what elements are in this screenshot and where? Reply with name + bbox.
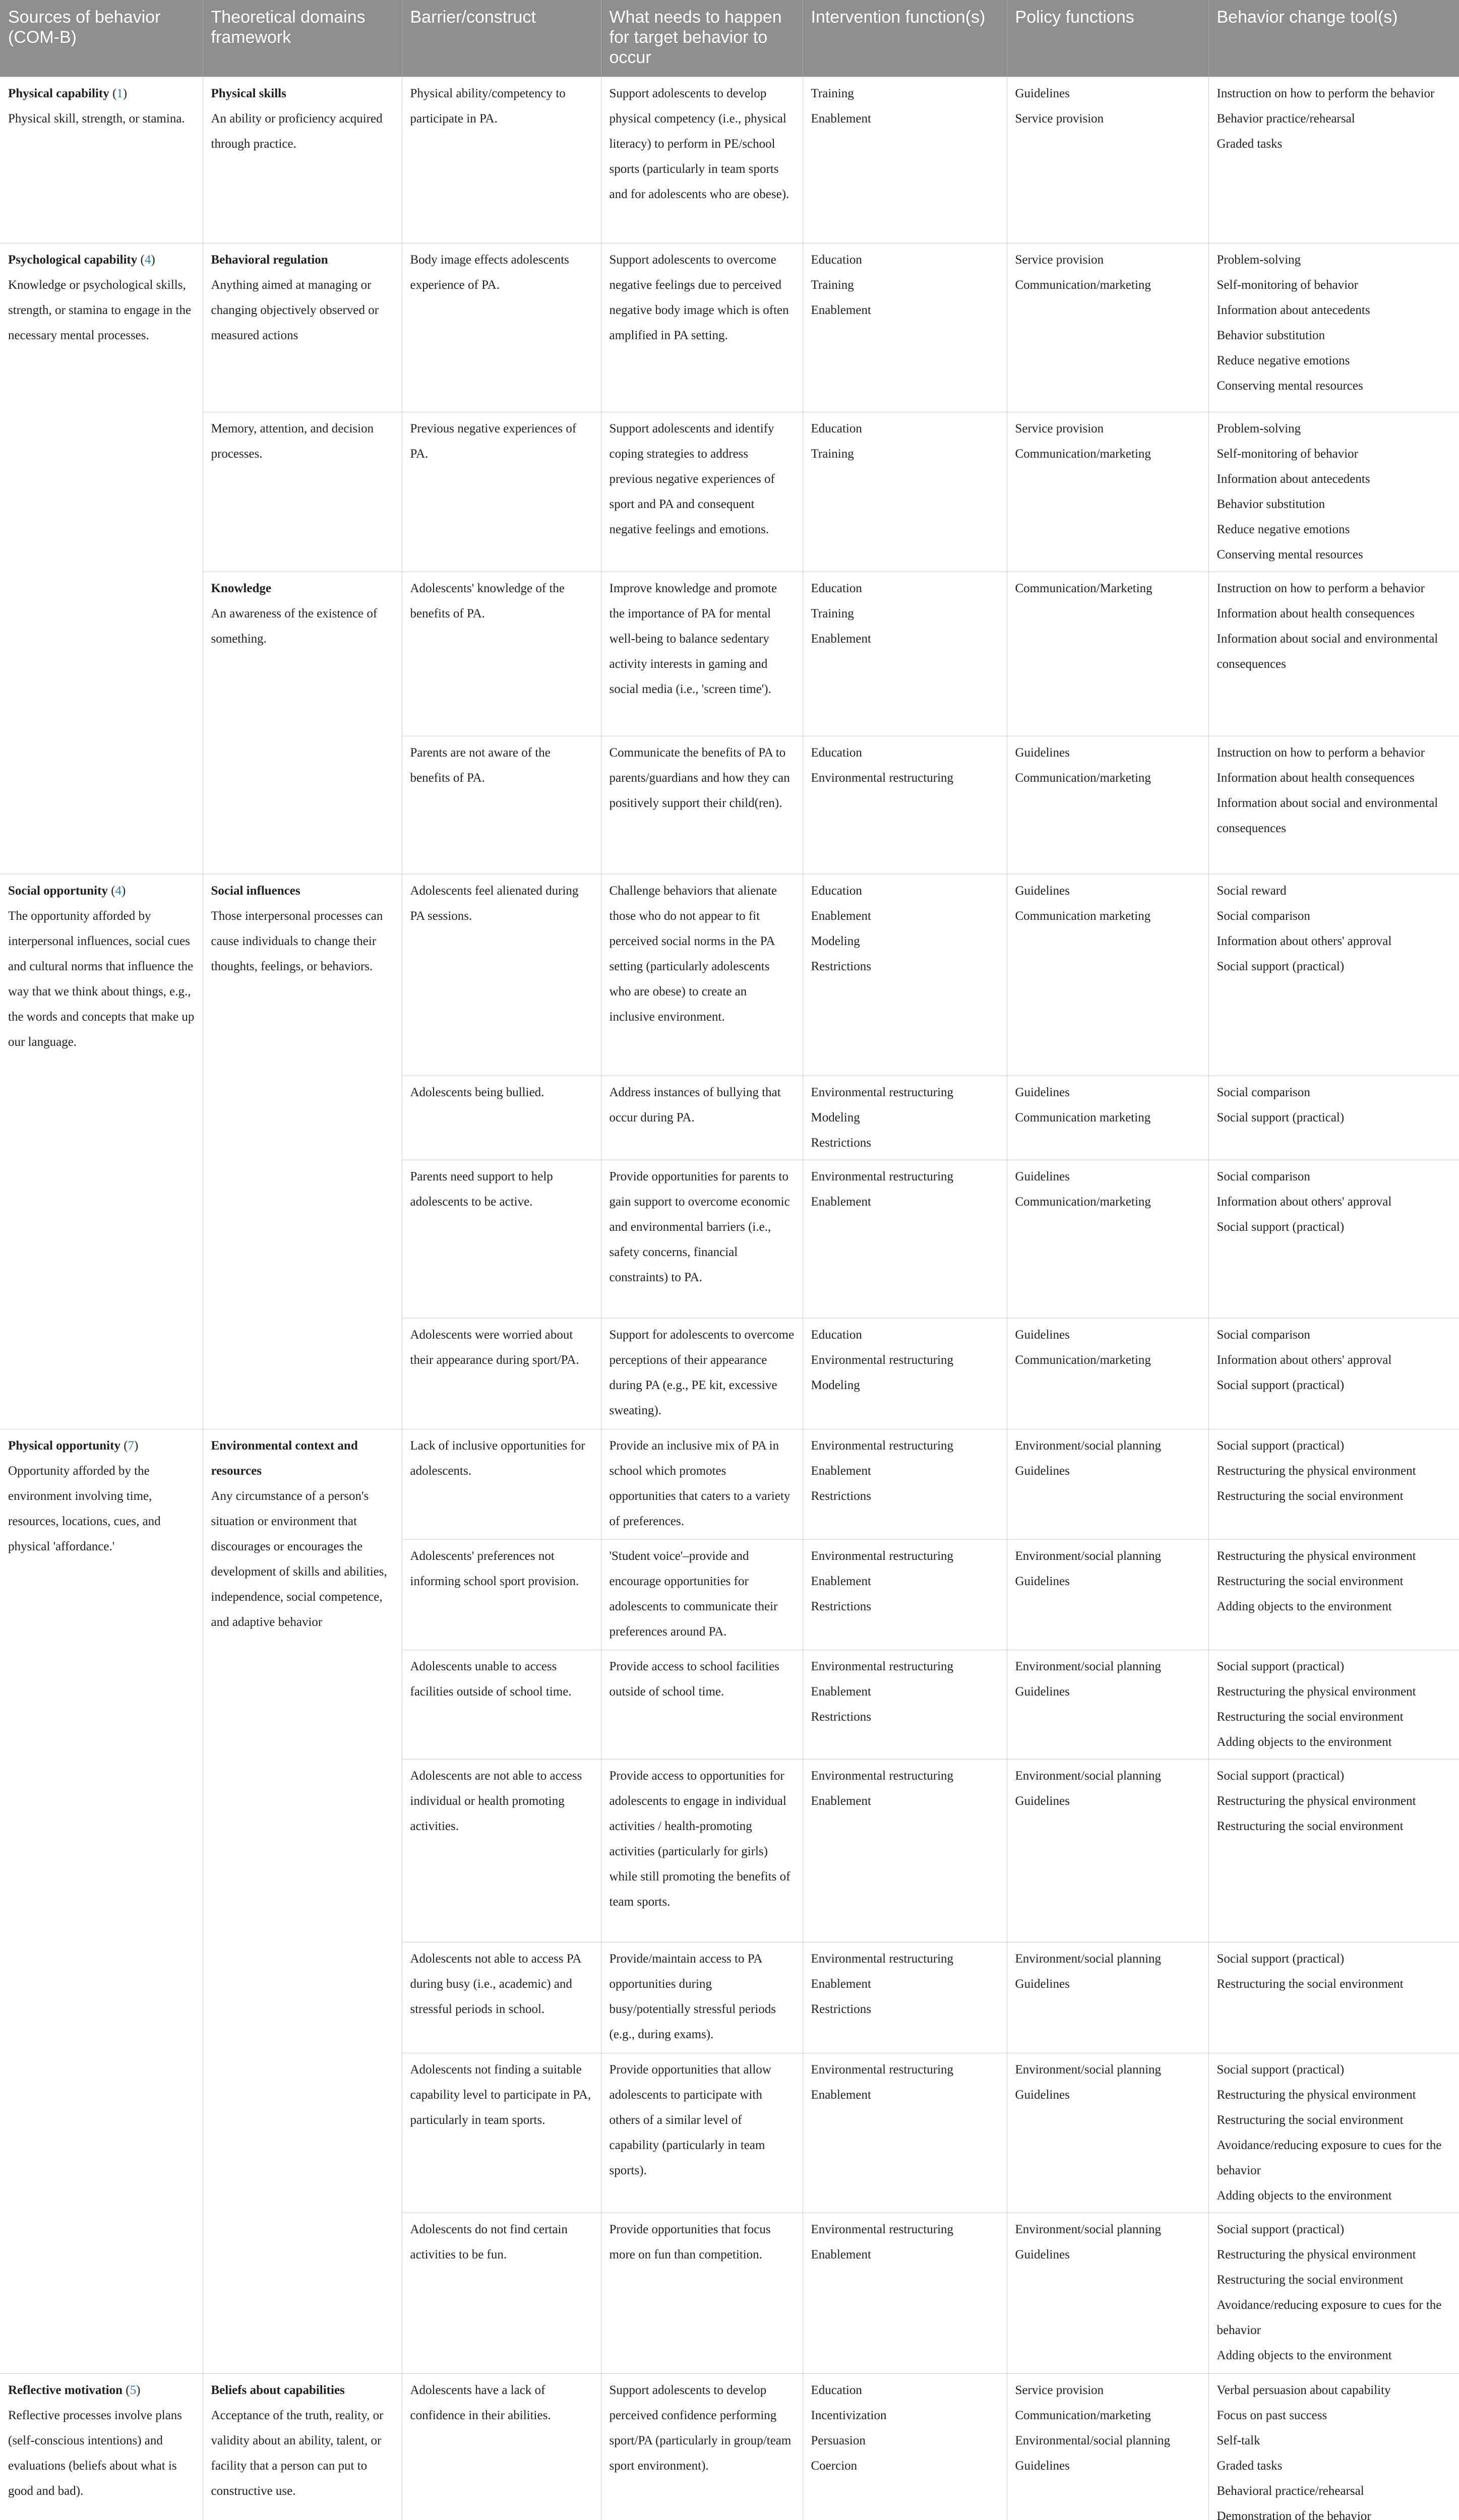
policy-function: Guidelines [1015, 1464, 1070, 1478]
policy-functions-cell [1007, 736, 1208, 874]
policy-functions-cell [1007, 1076, 1208, 1160]
table-row [0, 412, 1459, 572]
intervention-functions-cell [803, 736, 1007, 874]
target-behavior-cell: Provide access to opportunities for adolescents to engage in individual activities / health-promoting activities (particularly for girls) while still promoting the benefits of team sports. [601, 1759, 803, 1942]
intervention-function: Restrictions [811, 1489, 871, 1503]
column-header: Policy functions [1007, 0, 1208, 77]
behavior-change-tool: Self-talk [1217, 2434, 1260, 2447]
source-title: Reflective motivation [8, 2383, 123, 2397]
intervention-function: Enablement [811, 1794, 871, 1808]
source-title: Physical capability [8, 87, 109, 100]
behavior-change-tools-cell [1208, 1429, 1459, 1540]
intervention-function: Enablement [811, 112, 871, 125]
behavior-change-tool: Restructuring the social environment [1217, 1574, 1404, 1588]
policy-function: Communication/marketing [1015, 278, 1151, 292]
intervention-functions-cell [803, 1429, 1007, 1540]
intervention-function: Enablement [811, 303, 871, 317]
policy-functions-cell [1007, 1160, 1208, 1318]
intervention-function: Modeling [811, 934, 860, 948]
intervention-function: Education [811, 1328, 862, 1342]
behavior-change-tool: Restructuring the social environment [1217, 1710, 1404, 1724]
table-row [0, 77, 1459, 243]
policy-function: Service provision [1015, 112, 1104, 125]
behavior-change-tool: Restructuring the physical environment [1217, 1464, 1416, 1478]
source-title: Physical opportunity [8, 1439, 120, 1453]
intervention-function: Education [811, 746, 862, 760]
intervention-function: Environmental restructuring [811, 1086, 954, 1099]
behavior-change-tools-cell [1208, 2213, 1459, 2374]
intervention-function: Enablement [811, 909, 871, 923]
behavior-change-tool: Information about others' approval [1217, 1353, 1392, 1367]
column-header: Behavior change tool(s) [1208, 0, 1459, 77]
intervention-function: Environmental restructuring [811, 1952, 954, 1966]
behavior-change-tool: Reduce negative emotions [1217, 523, 1350, 536]
behavior-change-tools-cell [1208, 412, 1459, 572]
policy-function: Communication/marketing [1015, 1353, 1151, 1367]
table-header [0, 0, 1459, 77]
barrier-cell: Adolescents have a lack of confidence in their abilities. [402, 2374, 601, 2520]
behavior-change-tool: Information about social and environmental consequences [1217, 796, 1438, 835]
policy-functions-cell [1007, 1429, 1208, 1540]
intervention-function: Education [811, 253, 862, 267]
behavior-change-tool: Restructuring the social environment [1217, 2273, 1404, 2287]
tdf-domain-cell [203, 572, 402, 874]
intervention-function: Enablement [811, 1195, 871, 1209]
behavior-change-tool: Restructuring the social environment [1217, 1489, 1404, 1503]
behavior-change-tools-cell [1208, 1160, 1459, 1318]
policy-function: Communication/marketing [1015, 1195, 1151, 1209]
behavior-change-tool: Social support (practical) [1217, 1769, 1345, 1783]
behavior-change-tool: Conserving mental resources [1217, 379, 1363, 393]
behavior-change-tools-cell [1208, 1076, 1459, 1160]
reference-link[interactable]: 7 [128, 1439, 135, 1453]
table-body [0, 77, 1459, 2520]
intervention-function: Incentivization [811, 2409, 887, 2422]
behavior-change-tool: Restructuring the social environment [1217, 1819, 1404, 1833]
intervention-function: Environmental restructuring [811, 2223, 954, 2236]
behavior-change-tools-cell [1208, 874, 1459, 1076]
behavior-change-tool: Information about social and environmental consequences [1217, 632, 1438, 671]
behavior-change-tool: Restructuring the physical environment [1217, 1549, 1416, 1563]
table-row [0, 572, 1459, 736]
barrier-cell: Adolescents unable to access facilities outside of school time. [402, 1650, 601, 1759]
policy-function: Guidelines [1015, 2248, 1070, 2261]
intervention-function: Persuasion [811, 2434, 866, 2447]
behavior-change-tool: Restructuring the social environment [1217, 2113, 1404, 2127]
behavior-change-tools-cell [1208, 77, 1459, 243]
intervention-function: Environmental restructuring [811, 1660, 954, 1673]
policy-function: Guidelines [1015, 1086, 1070, 1099]
barrier-cell: Adolescents feel alienated during PA sessions. [402, 874, 601, 1076]
behavior-change-tool: Conserving mental resources [1217, 548, 1363, 561]
intervention-function: Enablement [811, 2088, 871, 2102]
policy-functions-cell [1007, 874, 1208, 1076]
behavior-change-tool: Demonstration of the behavior [1217, 2509, 1371, 2520]
policy-functions-cell [1007, 2374, 1208, 2520]
table-row [0, 874, 1459, 1076]
behavior-change-tool: Avoidance/reducing exposure to cues for the behavior [1217, 2298, 1442, 2337]
target-behavior-cell: Provide opportunities that focus more on fun than competition. [601, 2213, 803, 2374]
behavior-change-tool: Restructuring the physical environment [1217, 1685, 1416, 1698]
intervention-function: Coercion [811, 2459, 858, 2473]
target-behavior-cell: Improve knowledge and promote the importance of PA for mental well-being to balance sedentary activity interests in gaming and social media (i.e., 'screen time'). [601, 572, 803, 736]
intervention-function: Training [811, 87, 854, 100]
behavior-change-tools-cell [1208, 1942, 1459, 2053]
table-row [0, 2374, 1459, 2520]
policy-functions-cell [1007, 2213, 1208, 2374]
policy-function: Environment/social planning [1015, 1769, 1162, 1783]
policy-function: Guidelines [1015, 1685, 1070, 1698]
behavior-change-tool: Restructuring the physical environment [1217, 1794, 1416, 1808]
policy-function: Guidelines [1015, 884, 1070, 898]
policy-functions-cell [1007, 2053, 1208, 2213]
com-b-source-cell: Physical opportunity (7) Opportunity afforded by the environment involving time, resources, locations, cues, and physical 'affordance.' [0, 1429, 203, 2374]
policy-functions-cell [1007, 243, 1208, 412]
intervention-functions-cell [803, 2053, 1007, 2213]
intervention-function: Enablement [811, 1685, 871, 1698]
reference-link[interactable]: 1 [116, 87, 123, 100]
target-behavior-cell: Challenge behaviors that alienate those who do not appear to fit perceived social norms in the PA setting (particularly adolescents who are obese) to create an inclusive environment. [601, 874, 803, 1076]
policy-functions-cell [1007, 572, 1208, 736]
source-title: Social opportunity [8, 884, 108, 898]
barrier-cell: Adolescents being bullied. [402, 1076, 601, 1160]
source-description: Physical skill, strength, or stamina. [8, 112, 185, 125]
behavior-change-tool: Social support (practical) [1217, 1220, 1345, 1234]
barrier-cell: Adolescents do not find certain activities to be fun. [402, 2213, 601, 2374]
domain-description: Memory, attention, and decision processes. [211, 422, 374, 461]
behavior-change-tool: Problem-solving [1217, 422, 1301, 435]
policy-function: Environment/social planning [1015, 1549, 1162, 1563]
behavior-change-tool: Problem-solving [1217, 253, 1301, 267]
com-b-source-cell: Social opportunity (4) The opportunity afforded by interpersonal influences, social cues and cultural norms that influence the way that we think about things, e.g., the words and concepts that make up our language. [0, 874, 203, 1429]
column-header: Intervention function(s) [803, 0, 1007, 77]
intervention-functions-cell [803, 412, 1007, 572]
target-behavior-cell: Support adolescents and identify coping strategies to address previous negative experiences of sport and PA and consequent negative feelings and emotions. [601, 412, 803, 572]
com-b-source-cell: Psychological capability (4) Knowledge or psychological skills, strength, or stamina to engage in the necessary mental processes. [0, 243, 203, 874]
behavior-change-tool: Graded tasks [1217, 2459, 1283, 2473]
intervention-functions-cell [803, 2213, 1007, 2374]
behavior-change-tool: Social support (practical) [1217, 960, 1345, 973]
table-row [0, 243, 1459, 412]
behavior-change-tool: Avoidance/reducing exposure to cues for the behavior [1217, 2138, 1442, 2177]
policy-function: Guidelines [1015, 1328, 1070, 1342]
domain-title: Beliefs about capabilities [211, 2383, 345, 2397]
intervention-functions-cell [803, 1942, 1007, 2053]
intervention-functions-cell [803, 2374, 1007, 2520]
behavior-change-tool: Information about antecedents [1217, 472, 1370, 486]
behavior-change-tool: Adding objects to the environment [1217, 2189, 1392, 2202]
behavior-change-tools-cell [1208, 2374, 1459, 2520]
domain-title: Knowledge [211, 582, 271, 595]
intervention-function: Education [811, 582, 862, 595]
reference-link[interactable]: 4 [144, 253, 151, 267]
behavior-change-tool: Behavioral practice/rehearsal [1217, 2484, 1364, 2498]
behavior-change-tool: Restructuring the physical environment [1217, 2248, 1416, 2261]
policy-functions-cell [1007, 1540, 1208, 1650]
behavior-change-tool: Information about others' approval [1217, 934, 1392, 948]
behavior-change-tool: Social support (practical) [1217, 1952, 1345, 1966]
behavior-change-tool: Behavior practice/rehearsal [1217, 112, 1355, 125]
behavior-change-tools-cell [1208, 2053, 1459, 2213]
target-behavior-cell: Support adolescents to develop perceived confidence performing sport/PA (particularly in group/team sport environment). [601, 2374, 803, 2520]
policy-function: Guidelines [1015, 746, 1070, 760]
behavior-change-tool: Adding objects to the environment [1217, 1600, 1392, 1613]
reference-link[interactable]: 4 [115, 884, 122, 898]
policy-function: Guidelines [1015, 2459, 1070, 2473]
barrier-cell: Adolescents are not able to access individual or health promoting activities. [402, 1759, 601, 1942]
behavior-change-tool: Behavior substitution [1217, 329, 1325, 342]
behavior-change-tool: Social support (practical) [1217, 2063, 1345, 2076]
behavior-change-tool: Self-monitoring of behavior [1217, 278, 1358, 292]
table-row [0, 1429, 1459, 1540]
intervention-function: Education [811, 2383, 862, 2397]
policy-function: Guidelines [1015, 1170, 1070, 1183]
policy-function: Guidelines [1015, 1574, 1070, 1588]
barrier-cell: Physical ability/competency to participate in PA. [402, 77, 601, 243]
barrier-cell: Adolescents' knowledge of the benefits of PA. [402, 572, 601, 736]
intervention-function: Restrictions [811, 1710, 871, 1724]
target-behavior-cell: Support adolescents to overcome negative feelings due to perceived negative body image which is often amplified in PA setting. [601, 243, 803, 412]
target-behavior-cell: 'Student voice'–provide and encourage opportunities for adolescents to communicate their preferences around PA. [601, 1540, 803, 1650]
intervention-functions-cell [803, 1076, 1007, 1160]
intervention-functions-cell [803, 1759, 1007, 1942]
intervention-functions-cell [803, 874, 1007, 1076]
behavior-change-tools-cell [1208, 1540, 1459, 1650]
target-behavior-cell: Provide opportunities that allow adolescents to participate with others of a similar level of capability (particularly in team sports). [601, 2053, 803, 2213]
behavior-change-tool: Restructuring the social environment [1217, 1977, 1404, 1991]
policy-function: Service provision [1015, 2383, 1104, 2397]
behavior-change-tool: Adding objects to the environment [1217, 1735, 1392, 1749]
behavior-change-tool: Information about others' approval [1217, 1195, 1392, 1209]
behavior-change-tool: Social reward [1217, 884, 1287, 898]
policy-function: Communication/marketing [1015, 2409, 1151, 2422]
behavior-change-tool: Social support (practical) [1217, 1439, 1345, 1453]
behavior-change-tool: Social support (practical) [1217, 2223, 1345, 2236]
tdf-domain-cell [203, 874, 402, 1429]
policy-function: Communication marketing [1015, 1111, 1151, 1124]
behavior-change-tools-cell [1208, 572, 1459, 736]
behavior-change-tool: Social support (practical) [1217, 1111, 1345, 1124]
com-b-source-cell: Reflective motivation (5) Reflective processes involve plans (self-conscious intentions) and evaluations (beliefs about what is good and bad). [0, 2374, 203, 2520]
intervention-function: Environmental restructuring [811, 771, 954, 785]
behavior-change-tool: Adding objects to the environment [1217, 2349, 1392, 2362]
intervention-function: Enablement [811, 1977, 871, 1991]
policy-function: Communication/marketing [1015, 447, 1151, 461]
behavior-change-tool: Social support (practical) [1217, 1378, 1345, 1392]
intervention-function: Environmental restructuring [811, 1170, 954, 1183]
policy-function: Guidelines [1015, 87, 1070, 100]
behavior-change-tool: Social comparison [1217, 1170, 1310, 1183]
domain-description: An ability or proficiency acquired through practice. [211, 112, 383, 151]
domain-title: Social influences [211, 884, 300, 898]
domain-title: Environmental context and resources [211, 1439, 358, 1478]
intervention-function: Education [811, 422, 862, 435]
behavior-change-tool: Verbal persuasion about capability [1217, 2383, 1391, 2397]
policy-functions-cell [1007, 412, 1208, 572]
intervention-function: Enablement [811, 1574, 871, 1588]
target-behavior-cell: Address instances of bullying that occur during PA. [601, 1076, 803, 1160]
intervention-functions-cell [803, 1650, 1007, 1759]
policy-functions-cell [1007, 77, 1208, 243]
source-description: Reflective processes involve plans (self-conscious intentions) and evaluations (beliefs about what is good and bad). [8, 2409, 183, 2498]
behavior-change-tool: Restructuring the physical environment [1217, 2088, 1416, 2102]
behavior-change-tool: Information about antecedents [1217, 303, 1370, 317]
domain-description: Acceptance of the truth, reality, or validity about an ability, talent, or facility that a person can put to constructive use. [211, 2409, 384, 2498]
policy-functions-cell [1007, 1650, 1208, 1759]
intervention-function: Enablement [811, 1464, 871, 1478]
intervention-function: Restrictions [811, 960, 871, 973]
barrier-cell: Adolescents not finding a suitable capability level to participate in PA, particularly in team sports. [402, 2053, 601, 2213]
barrier-cell: Previous negative experiences of PA. [402, 412, 601, 572]
intervention-function: Training [811, 607, 854, 620]
behavior-change-tool: Social comparison [1217, 1086, 1310, 1099]
behavior-change-tool: Behavior substitution [1217, 497, 1325, 511]
domain-title: Behavioral regulation [211, 253, 328, 267]
intervention-functions-cell [803, 77, 1007, 243]
policy-function: Guidelines [1015, 1794, 1070, 1808]
tdf-domain-cell [203, 243, 402, 412]
tdf-domain-cell [203, 412, 402, 572]
domain-description: Anything aimed at managing or changing objectively observed or measured actions [211, 278, 379, 342]
intervention-functions-cell [803, 572, 1007, 736]
intervention-function: Environmental restructuring [811, 1549, 954, 1563]
policy-functions-cell [1007, 1942, 1208, 2053]
intervention-functions-cell [803, 1540, 1007, 1650]
behavior-change-tool: Instruction on how to perform a behavior [1217, 746, 1425, 760]
behavior-change-tools-cell [1208, 1759, 1459, 1942]
behavior-change-tool: Instruction on how to perform the behavior [1217, 87, 1435, 100]
source-description: Opportunity afforded by the environment involving time, resources, locations, cues, and physical 'affordance.' [8, 1464, 161, 1553]
behavior-change-tools-cell [1208, 243, 1459, 412]
policy-function: Communication marketing [1015, 909, 1151, 923]
policy-function: Environmental/social planning [1015, 2434, 1171, 2447]
behavior-change-tool: Self-monitoring of behavior [1217, 447, 1358, 461]
com-b-source-cell: Physical capability (1) Physical skill, strength, or stamina. [0, 77, 203, 243]
intervention-function: Restrictions [811, 2002, 871, 2016]
intervention-function: Environmental restructuring [811, 1769, 954, 1783]
target-behavior-cell: Communicate the benefits of PA to parents/guardians and how they can positively support their child(ren). [601, 736, 803, 874]
source-description: The opportunity afforded by interpersonal influences, social cues and cultural norms that influence the way that we think about things, e.g., the words and concepts that make up our language. [8, 909, 195, 1049]
reference-link[interactable]: 5 [130, 2383, 137, 2397]
target-behavior-cell: Support for adolescents to overcome perceptions of their appearance during PA (e.g., PE kit, excessive sweating). [601, 1318, 803, 1429]
column-header: Theoretical domains framework [203, 0, 402, 77]
policy-function: Environment/social planning [1015, 1439, 1162, 1453]
intervention-function: Environmental restructuring [811, 2063, 954, 2076]
behavior-change-tool: Instruction on how to perform a behavior [1217, 582, 1425, 595]
behavior-change-tool: Graded tasks [1217, 137, 1283, 151]
policy-function: Service provision [1015, 422, 1104, 435]
intervention-function: Environmental restructuring [811, 1439, 954, 1453]
behavior-change-tool: Social comparison [1217, 909, 1310, 923]
policy-function: Environment/social planning [1015, 1952, 1162, 1966]
policy-function: Communication/Marketing [1015, 582, 1152, 595]
target-behavior-cell: Provide/maintain access to PA opportunities during busy/potentially stressful periods (e.g., during exams). [601, 1942, 803, 2053]
intervention-function: Restrictions [811, 1136, 871, 1150]
barrier-cell: Body image effects adolescents experience of PA. [402, 243, 601, 412]
target-behavior-cell: Provide an inclusive mix of PA in school which promotes opportunities that caters to a variety of preferences. [601, 1429, 803, 1540]
intervention-function: Restrictions [811, 1600, 871, 1613]
domain-title: Physical skills [211, 87, 286, 100]
intervention-function: Modeling [811, 1378, 860, 1392]
behavior-change-tools-cell [1208, 736, 1459, 874]
policy-function: Environment/social planning [1015, 2223, 1162, 2236]
intervention-function: Modeling [811, 1111, 860, 1124]
barrier-cell: Parents are not aware of the benefits of PA. [402, 736, 601, 874]
policy-function: Guidelines [1015, 2088, 1070, 2102]
barrier-cell: Parents need support to help adolescents to be active. [402, 1160, 601, 1318]
target-behavior-cell: Provide opportunities for parents to gain support to overcome economic and environmental barriers (i.e., safety concerns, financial constraints) to PA. [601, 1160, 803, 1318]
tdf-domain-cell [203, 77, 402, 243]
behavior-change-tools-cell [1208, 1318, 1459, 1429]
behavior-change-tool: Social support (practical) [1217, 1660, 1345, 1673]
behavior-change-tool: Information about health consequences [1217, 607, 1415, 620]
behavior-change-tool: Focus on past success [1217, 2409, 1327, 2422]
behavior-change-tool: Information about health consequences [1217, 771, 1415, 785]
policy-function: Communication/marketing [1015, 771, 1151, 785]
barrier-cell: Adolescents not able to access PA during busy (i.e., academic) and stressful periods in school. [402, 1942, 601, 2053]
domain-description: Any circumstance of a person's situation or environment that discourages or encourages the development of skills and abilities, independence, social competence, and adaptive behavior [211, 1489, 387, 1629]
intervention-function: Education [811, 884, 862, 898]
intervention-functions-cell [803, 1318, 1007, 1429]
intervention-function: Training [811, 447, 854, 461]
source-title: Psychological capability [8, 253, 138, 267]
policy-function: Service provision [1015, 253, 1104, 267]
tdf-domain-cell [203, 1429, 402, 2374]
intervention-function: Environmental restructuring [811, 1353, 954, 1367]
policy-function: Environment/social planning [1015, 2063, 1162, 2076]
target-behavior-cell: Support adolescents to develop physical competency (i.e., physical literacy) to perform in PE/school sports (particularly in team sports and for adolescents who are obese). [601, 77, 803, 243]
intervention-function: Enablement [811, 2248, 871, 2261]
intervention-function: Training [811, 278, 854, 292]
column-header: Barrier/construct [402, 0, 601, 77]
column-header: What needs to happen for target behavior to occur [601, 0, 803, 77]
column-header: Sources of behavior (COM-B) [0, 0, 203, 77]
source-description: Knowledge or psychological skills, strength, or stamina to engage in the necessary mental processes. [8, 278, 192, 342]
barrier-cell: Adolescents were worried about their appearance during sport/PA. [402, 1318, 601, 1429]
behavior-change-tool: Social comparison [1217, 1328, 1310, 1342]
policy-functions-cell [1007, 1759, 1208, 1942]
policy-function: Environment/social planning [1015, 1660, 1162, 1673]
barrier-cell: Adolescents' preferences not informing school sport provision. [402, 1540, 601, 1650]
domain-description: Those interpersonal processes can cause individuals to change their thoughts, feelings, or behaviors. [211, 909, 383, 973]
tdf-domain-cell [203, 2374, 402, 2520]
intervention-function: Enablement [811, 632, 871, 646]
policy-functions-cell [1007, 1318, 1208, 1429]
intervention-functions-cell [803, 243, 1007, 412]
domain-description: An awareness of the existence of something. [211, 607, 378, 646]
policy-function: Guidelines [1015, 1977, 1070, 1991]
behavior-change-tool: Reduce negative emotions [1217, 354, 1350, 367]
behavior-change-tools-cell [1208, 1650, 1459, 1759]
target-behavior-cell: Provide access to school facilities outside of school time. [601, 1650, 803, 1759]
barrier-cell: Lack of inclusive opportunities for adolescents. [402, 1429, 601, 1540]
intervention-functions-cell [803, 1160, 1007, 1318]
